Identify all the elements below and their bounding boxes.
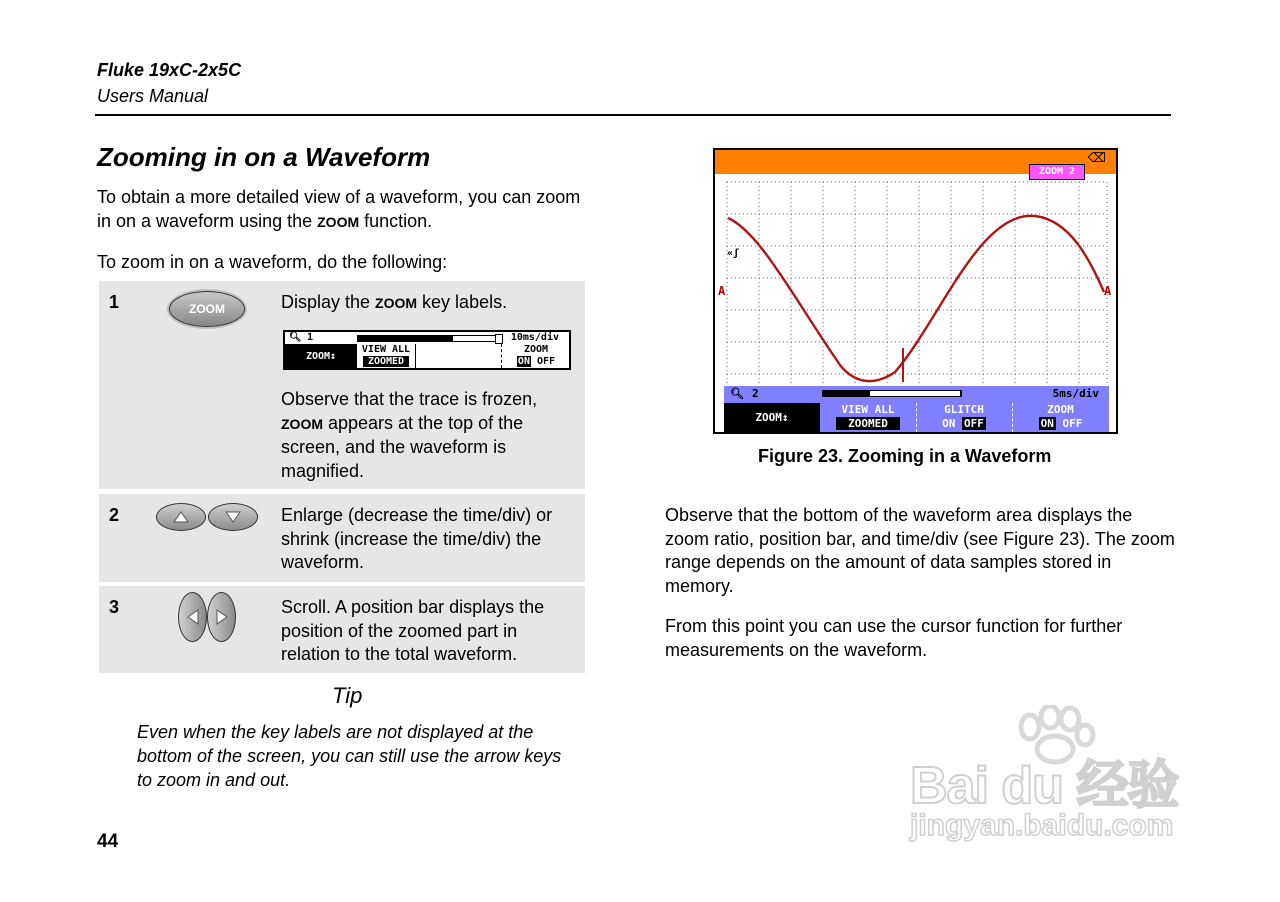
scope-zoom-updown: ZOOM↕ <box>724 403 820 432</box>
magnifier-icon: 🔍︎ <box>289 332 302 343</box>
scope-menu <box>724 386 1109 432</box>
step-1-key: ZOOM <box>375 295 418 311</box>
manual-product: Fluke 19xC-2x5C <box>97 60 242 80</box>
intro-paragraph <box>97 185 587 234</box>
scope-view-all: VIEW ALL ZOOMED <box>820 403 917 432</box>
section-title: Zooming in on a Waveform <box>97 142 431 172</box>
step-3-text: Scroll. A position bar displays the position of the zoomed part in relation to the total waveform. <box>281 597 545 664</box>
step-number: 3 <box>109 597 120 617</box>
zoom-updown-label: ZOOM↕ <box>285 344 357 368</box>
figure-caption: Figure 23. Zooming in a Waveform <box>758 446 1052 466</box>
step-1-after: key labels. <box>417 292 508 312</box>
channel-a-marker-right: A <box>1104 284 1112 298</box>
page-number: 44 <box>97 831 119 852</box>
baidu-watermark <box>905 705 1205 855</box>
view-all-label: VIEW ALL ZOOMED <box>357 344 416 368</box>
observe-key: ZOOM <box>281 415 323 432</box>
observe-before: Observe that the trace is frozen, <box>281 389 538 409</box>
position-bar <box>357 335 503 342</box>
intro-before: To obtain a more detailed view of a waveform, you can zoom in on a waveform using the <box>97 187 581 231</box>
header-rule <box>95 114 1171 116</box>
scope-zoom-onoff: ZOOM ON OFF <box>1040 403 1083 430</box>
timebase: 10ms/div <box>510 332 559 343</box>
sine-trace <box>728 216 1104 381</box>
scope-glitch: GLITCH ON OFF <box>916 403 1013 432</box>
key-labels-strip <box>283 330 571 370</box>
magnifier-icon: 🔍︎ <box>730 387 744 400</box>
intro-key: ZOOM <box>317 214 360 230</box>
steps-intro: To zoom in on a waveform, do the following: <box>97 252 448 272</box>
watermark-site: jingyan.baidu.com <box>910 809 1174 842</box>
step-row-2 <box>99 494 585 582</box>
right-arrow-key-icon <box>207 592 236 642</box>
step-2-text: Enlarge (decrease the time/div) or shrink (increase the time/div) the waveform. <box>281 505 553 572</box>
zoom-badge: ZOOM 2 <box>1029 164 1085 180</box>
scope-screen <box>713 148 1118 434</box>
step-1-observe <box>281 388 581 483</box>
observe-after: appears at the top of the screen, and the waveform is magnified. <box>281 412 524 481</box>
tip-title: Tip <box>332 683 363 708</box>
step-row-1 <box>99 281 585 489</box>
right-paragraph-1: Observe that the bottom of the waveform area displays the zoom ratio, position bar, and time/div (see Figure 23). The zoom range depends on the amount of data samples stored in memory. <box>665 505 1175 596</box>
step-row-3 <box>99 586 585 673</box>
scope-zoom-ratio: 2 <box>752 387 759 400</box>
step-1-before: Display the <box>281 292 376 312</box>
right-paragraph-2: From this point you can use the cursor function for further measurements on the waveform. <box>665 616 1123 660</box>
power-plug-icon: ⌫ <box>1087 150 1106 165</box>
step-number: 1 <box>109 292 120 312</box>
zoom-button-icon <box>169 291 245 327</box>
scope-timebase: 5ms/div <box>1052 387 1099 400</box>
intro-after: function. <box>359 211 433 231</box>
manual-subtitle: Users Manual <box>97 86 209 106</box>
step-1-text <box>281 291 581 316</box>
up-arrow-key-icon <box>156 503 206 531</box>
down-arrow-key-icon <box>208 503 258 531</box>
channel-a-marker-left: A <box>718 284 726 298</box>
trigger-marker: «ʃ <box>727 248 740 259</box>
left-arrow-key-icon <box>178 592 207 642</box>
tip-text: Even when the key labels are not displayed at the bottom of the screen, you can still use the arrow keys to zoom in and out. <box>137 722 562 790</box>
watermark-brand: Bai du 经验 <box>910 757 1179 815</box>
zoom-onoff-label: ZOOM ON OFF <box>501 344 570 368</box>
zoom-ratio: 1 <box>307 332 314 343</box>
zoom-button-label: ZOOM <box>189 302 225 316</box>
step-number: 2 <box>109 505 120 525</box>
scope-position-bar <box>822 390 962 397</box>
